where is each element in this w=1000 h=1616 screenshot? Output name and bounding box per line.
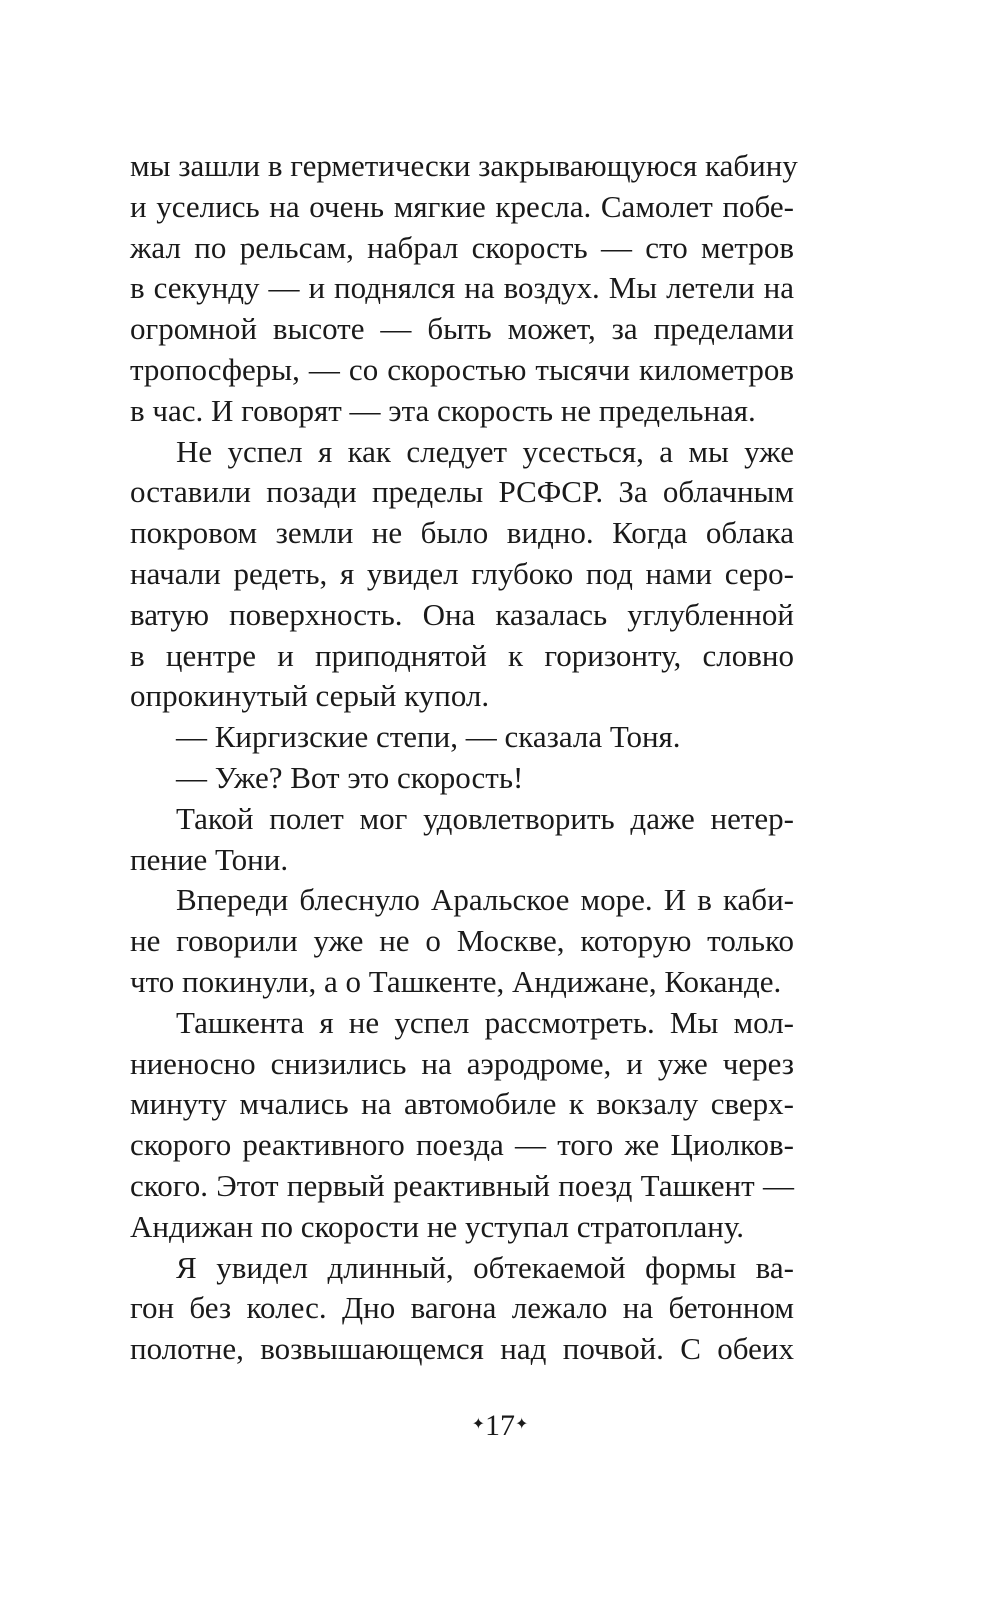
text-line: гон без колес. Дно вагона лежало на бетонном bbox=[130, 1290, 794, 1326]
text-line: пение Тони. bbox=[130, 841, 289, 877]
page-folio bbox=[0, 1406, 1000, 1448]
text-line: начали редеть, я увидел глубоко под нами серо- bbox=[130, 555, 794, 591]
text-line: оставили позади пределы РСФСР. За облачным bbox=[130, 474, 794, 510]
text-line: Не успел я как следует усесться, а мы уже bbox=[176, 433, 794, 469]
text-line: — Уже? Вот это скорость! bbox=[176, 759, 524, 795]
text-line: ского. Этот первый реактивный поезд Ташкент — bbox=[130, 1167, 794, 1203]
text-line: минуту мчались на автомобиле к вокзалу сверх- bbox=[130, 1086, 794, 1122]
text-line: Ташкента я не успел рассмотреть. Мы мол- bbox=[176, 1004, 794, 1040]
text-line: опрокинутый серый купол. bbox=[130, 678, 490, 714]
text-line: ватую поверхность. Она казалась углубленной bbox=[130, 596, 794, 632]
text-line: Впереди блеснуло Аральское море. И в каби- bbox=[176, 882, 794, 918]
text-line: и уселись на очень мягкие кресла. Самолет побе- bbox=[130, 188, 794, 224]
text-line: в секунду — и поднялся на воздух. Мы летели на bbox=[130, 270, 794, 306]
star-ornament-icon: ✦ bbox=[471, 1416, 485, 1434]
text-line: ниеносно снизились на аэродроме, и уже через bbox=[130, 1045, 794, 1081]
text-line: в час. И говорят — эта скорость не предельная. bbox=[130, 392, 756, 428]
text-line: покровом земли не было видно. Когда облака bbox=[130, 515, 794, 551]
text-line: мы зашли в герметически закрывающуюся кабину bbox=[130, 148, 798, 183]
text-line: Я увидел длинный, обтекаемой формы ва- bbox=[176, 1249, 794, 1285]
star-ornament-icon: ✦ bbox=[515, 1416, 529, 1434]
text-line: скорого реактивного поезда — того же Циолков- bbox=[130, 1127, 794, 1163]
text-line: не говорили уже не о Москве, которую только bbox=[130, 923, 794, 959]
text-line: жал по рельсам, набрал скорость — сто метров bbox=[130, 229, 794, 265]
body-text bbox=[130, 146, 798, 1370]
text-line: полотне, возвышающемся над почвой. С обеих bbox=[130, 1331, 794, 1367]
text-line: в центре и приподнятой к горизонту, словно bbox=[130, 637, 794, 673]
text-line: огромной высоте — быть может, за пределами bbox=[130, 311, 794, 347]
text-line: что покинули, а о Ташкенте, Андижане, Коканде. bbox=[130, 963, 782, 999]
text-line: — Киргизские степи, — сказала Тоня. bbox=[176, 719, 681, 755]
page-number: 17 bbox=[485, 1409, 515, 1442]
text-line: Андижан по скорости не уступал стратоплану. bbox=[130, 1208, 745, 1244]
text-line: Такой полет мог удовлетворить даже нетер- bbox=[176, 800, 794, 836]
text-line: тропосферы, — со скоростью тысячи километров bbox=[130, 351, 794, 387]
